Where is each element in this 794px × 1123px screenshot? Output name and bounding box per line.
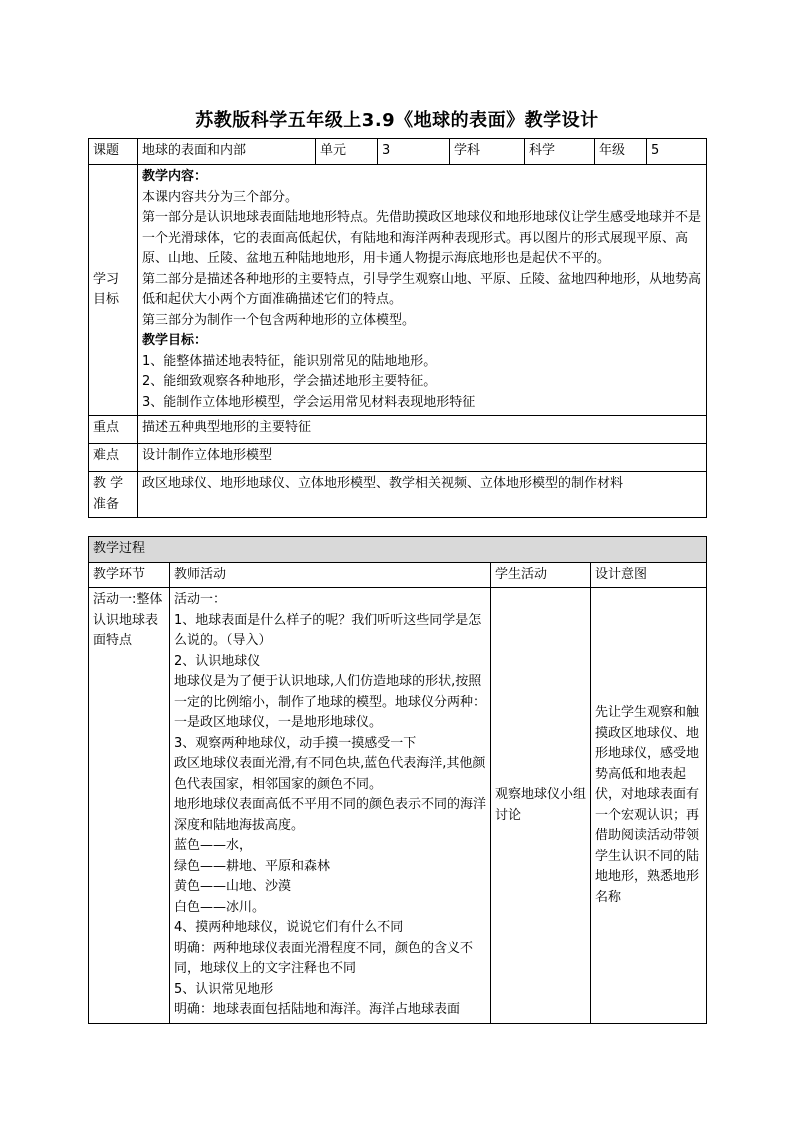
teacher-line: 白色——冰川。 — [174, 899, 266, 915]
teacher-line: 政区地球仪表面光滑,有不同色块,蓝色代表海洋,其他颜色代表国家，相邻国家的颜色不同。 — [174, 756, 486, 792]
goal-item: 1、能整体描述地表特征，能识别常见的陆地地形。 — [142, 353, 437, 369]
prep-value: 政区地球仪、地形地球仪、立体地形模型、教学相关视频、立体地形模型的制作材料 — [138, 472, 707, 518]
unit-label: 单元 — [316, 139, 378, 165]
goal-item: 2、能细致观察各种地形，学会描述地形主要特征。 — [142, 374, 437, 389]
student-activity-cell: 观察地球仪小组讨论 — [491, 588, 591, 1024]
teacher-line: 2、认识地球仪 — [174, 653, 261, 669]
subject-value: 科学 — [525, 139, 595, 165]
prep-label-line-1: 教 学 — [93, 476, 124, 491]
teaching-process-table — [88, 536, 707, 1024]
subject-label: 学科 — [450, 139, 525, 165]
teacher-line: 4、摸两种地球仪，说说它们有什么不同 — [174, 920, 404, 935]
teacher-line: 地球仪是为了便于认识地球,人们仿造地球的形状,按照一定的比例缩小，制作了地球的模型。地球仪分两种：一是政区地球仪，一是地形地球仪。 — [174, 674, 487, 730]
difficulty-value: 设计制作立体地形模型 — [138, 444, 707, 472]
page-title: 苏教版科学五年级上3.9《地球的表面》教学设计 — [195, 110, 599, 131]
key-value: 描述五种典型地形的主要特征 — [138, 416, 707, 444]
goals-content — [138, 165, 707, 416]
content-line: 第三部分为制作一个包含两种地形的立体模型。 — [142, 312, 416, 328]
col-student: 学生活动 — [491, 562, 591, 588]
teacher-line: 3、观察两种地球仪，动手摸一摸感受一下 — [174, 735, 417, 751]
stage-cell: 活动一:整体认识地球表面特点 — [89, 588, 170, 1024]
key-label: 重点 — [89, 416, 138, 444]
col-intent: 设计意图 — [591, 562, 707, 588]
goals-label — [89, 165, 138, 416]
content-heading: 教学内容： — [142, 169, 208, 184]
design-intent-cell: 先让学生观察和触摸政区地球仪、地形地球仪，感受地势高低和地表起伏，对地球表面有一个宏观认识；再借助阅读活动带领学生认识不同的陆地地形，熟悉地形名称 — [591, 588, 707, 1024]
grade-value: 5 — [647, 139, 707, 165]
teacher-line: 1、地球表面是什么样子的呢？我们听听这些同学是怎么说的。（导入） — [174, 612, 482, 648]
teacher-line: 蓝色——水， — [174, 838, 253, 853]
teacher-line: 地形地球仪表面高低不平用不同的颜色表示不同的海洋深度和陆地海拔高度。 — [174, 797, 487, 833]
topic-label: 课题 — [89, 139, 138, 165]
teacher-line: 黄色——山地、沙漠 — [174, 879, 292, 894]
grade-label: 年级 — [595, 139, 647, 165]
teacher-line: 明确：两种地球仪表面光滑程度不同，颜色的含义不同，地球仪上的文字注释也不同 — [174, 940, 474, 976]
teacher-line: 明确：地球表面包括陆地和海洋。海洋占地球表面 — [174, 1002, 461, 1017]
teacher-activity-cell — [170, 588, 491, 1024]
difficulty-label: 难点 — [89, 444, 138, 472]
goal-item: 3、能制作立体地形模型，学会运用常见材料表现地形特征 — [142, 394, 476, 410]
goals-label-line-2: 目标 — [93, 292, 120, 307]
teacher-line: 5、认识常见地形 — [174, 981, 274, 997]
col-stage: 教学环节 — [89, 562, 170, 588]
content-line: 第一部分是认识地球表面陆地地形特点。先借助摸政区地球仪和地形地球仪让学生感受地球并不是一个光滑球体，它的表面高低起伏，有陆地和海洋两种表现形式。再以图片的形式展现平原、高原、山地、丘陵、盆地五种陆地地形，用卡通人物提示海底地形也是起伏不平的。 — [142, 210, 702, 266]
goals-label-line-1: 学习 — [93, 271, 120, 287]
teacher-line: 绿色——耕地、平原和森林 — [174, 858, 331, 874]
topic-value: 地球的表面和内部 — [138, 139, 316, 165]
content-line: 本课内容共分为三个部分。 — [142, 189, 299, 205]
content-line: 第二部分是描述各种地形的主要特点，引导学生观察山地、平原、丘陵、盆地四种地形，从地势高低和起伏大小两个方面准确描述它们的特点。 — [142, 271, 702, 307]
unit-value: 3 — [378, 139, 450, 165]
process-header: 教学过程 — [89, 537, 707, 563]
col-teacher: 教师活动 — [170, 562, 491, 588]
lesson-info-table — [88, 138, 707, 518]
prep-label-line-2: 准备 — [93, 496, 120, 512]
prep-label — [89, 472, 138, 518]
teacher-line: 活动一： — [174, 592, 227, 607]
goals-heading: 教学目标： — [142, 333, 208, 348]
